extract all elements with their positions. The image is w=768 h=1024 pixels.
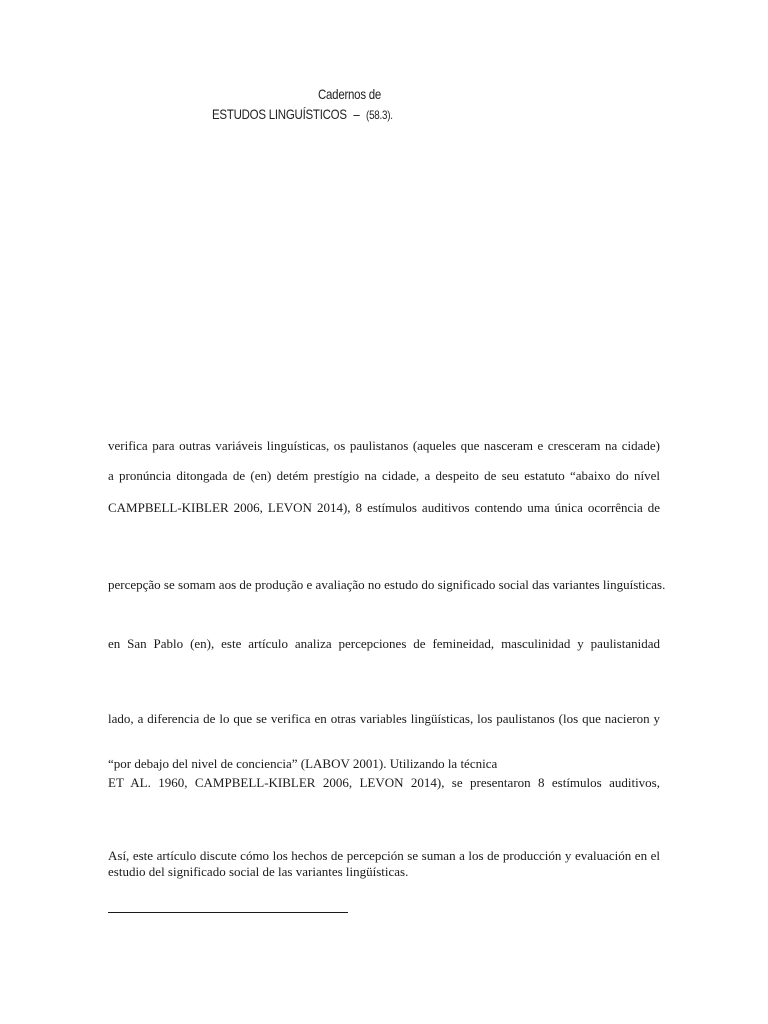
body-line: en San Pablo (en), este artículo analiza percepciones de femineidad, masculinidad y paulistanidad <box>108 636 660 651</box>
journal-name-line1: Cadernos de <box>318 86 382 102</box>
body-line: verifica para outras variáveis linguísticas, os paulistanos (aqueles que nasceram e cresceram na cidade) <box>108 438 660 453</box>
journal-volume: (58.3). <box>366 108 393 122</box>
body-line: ET AL. 1960, CAMPBELL-KIBLER 2006, LEVON 2014), se presentaron 8 estímulos auditivos, <box>108 775 660 790</box>
journal-header <box>0 0 768 140</box>
body-line: estudio del significado social de las variantes lingüísticas. <box>108 864 409 879</box>
body-line: CAMPBELL-KIBLER 2006, LEVON 2014), 8 estímulos auditivos contendo uma única ocorrência de <box>108 500 660 515</box>
journal-name: ESTUDOS LINGUÍSTICOS <box>212 106 347 122</box>
footnote-separator <box>108 912 348 913</box>
body-line: percepção se somam aos de produção e avaliação no estudo do significado social das variantes linguísticas. <box>108 577 666 592</box>
body-line: “por debajo del nivel de conciencia” (LABOV 2001). Utilizando la técnica <box>108 756 498 771</box>
journal-separator: – <box>353 106 360 122</box>
body-line: lado, a diferencia de lo que se verifica en otras variables lingüísticas, los paulistanos (los que nacieron y <box>108 711 660 726</box>
journal-name-line2 <box>212 106 393 122</box>
body-line: Así, este artículo discute cómo los hechos de percepción se suman a los de producción y evaluación en el <box>108 848 660 863</box>
body-line: a pronúncia ditongada de (en) detém prestígio na cidade, a despeito de seu estatuto “abaixo do nível <box>108 468 660 483</box>
